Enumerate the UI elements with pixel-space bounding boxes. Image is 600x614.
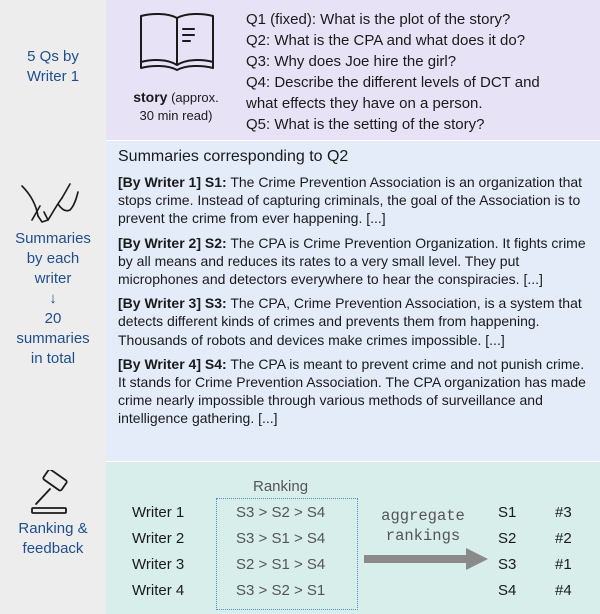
- summary-item: [By Writer 4] S4: The CPA is meant to prevent crime and not punish crime. It stands for Crime Prevention Association. The CPA organization has made crime nearly impossible through various methods of surveillance and intelligence gathering. [...]: [118, 355, 586, 427]
- ranking-order: S3 > S2 > S1: [236, 582, 326, 599]
- question-list: [246, 9, 540, 135]
- book-word: story: [133, 89, 168, 105]
- writer-label: Writer 3: [132, 556, 185, 573]
- summary-item: [By Writer 2] S2: The CPA is Crime Prevention Organization. It fights crime by all means and reduces its rates to a very small level. They put microphones and detectors everywhere to hear the conspiracies. [...]: [118, 234, 586, 288]
- aggregate-label: aggregate rankings: [381, 507, 465, 545]
- question-item: Q4: Describe the different levels of DCT and: [246, 74, 540, 91]
- summary-id: S2: [498, 530, 517, 547]
- ranking-order: S3 > S2 > S4: [236, 504, 326, 521]
- questions-panel: [106, 0, 600, 140]
- summaries-title: Summaries corresponding to Q2: [118, 148, 349, 165]
- question-item: Q1 (fixed): What is the plot of the story?: [246, 11, 511, 28]
- question-item: Q5: What is the setting of the story?: [246, 116, 485, 133]
- summary-list: [118, 173, 594, 434]
- aggregate-arrow-icon: [364, 548, 490, 570]
- summary-id: S4: [498, 582, 517, 599]
- ranking-order: S3 > S1 > S4: [236, 530, 326, 547]
- summary-id: S1: [498, 504, 517, 521]
- summaries-label: Summaries by each writer ↓ 20 summaries in total: [15, 230, 91, 367]
- summary-item: [By Writer 3] S3: The CPA, Crime Prevention Association, is a system that detects different kinds of crimes and prevents them from happening. Thousands of robots and devices make crimes impossible. [...]: [118, 295, 582, 348]
- rank-position: #2: [555, 530, 572, 547]
- ranking-title: Ranking: [253, 478, 309, 495]
- question-item: Q3: Why does Joe hire the girl?: [246, 53, 457, 70]
- rank-position: #4: [555, 582, 572, 599]
- book-label: story (approx. 30 min read): [133, 89, 219, 123]
- questions-label: 5 Qs by Writer 1: [26, 48, 80, 85]
- summary-id: S3: [498, 556, 517, 573]
- ranking-panel: [106, 462, 600, 614]
- book-icon: [136, 10, 218, 72]
- rank-position: #1: [555, 556, 572, 573]
- ranking-label: Ranking & feedback: [18, 520, 88, 557]
- left-label-column: [0, 0, 106, 614]
- writer-label: Writer 4: [132, 582, 185, 599]
- ranking-order: S2 > S1 > S4: [236, 556, 326, 573]
- question-item: Q2: What is the CPA and what does it do?: [246, 32, 526, 49]
- gavel-icon: [28, 470, 80, 516]
- rank-position: #3: [555, 504, 572, 521]
- summary-item: [By Writer 1] S1: The Crime Prevention Association is an organization that stops crime. Instead of capturing criminals, the goal of the Association is to prevent the crime from ever happening. [...]: [118, 174, 583, 227]
- summaries-panel: [106, 141, 600, 461]
- writer-label: Writer 1: [132, 504, 185, 521]
- question-item: what effects they have on a person.: [246, 95, 483, 112]
- handwriting-icon: [18, 176, 80, 228]
- writer-label: Writer 2: [132, 530, 185, 547]
